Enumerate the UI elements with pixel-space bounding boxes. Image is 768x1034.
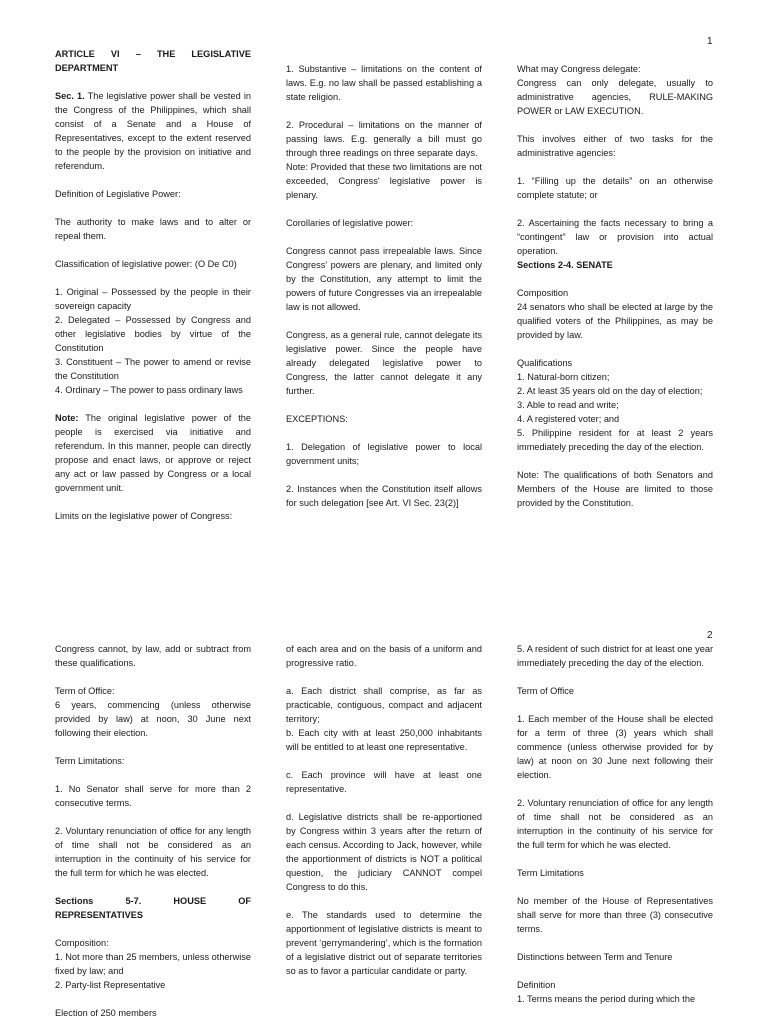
paragraph: Note: Provided that these two limitations are not exceeded, Congress' legislative power is plenary. xyxy=(286,162,482,200)
paragraph: 1. Delegation of legislative power to local government units; xyxy=(286,442,482,466)
paragraph: Classification of legislative power: (O De C0) xyxy=(55,259,237,269)
page-number: 1 xyxy=(707,36,713,47)
paragraph: Congress can only delegate, usually to administrative agencies, RULE-MAKING POWER or LAW EXECUTION. xyxy=(517,78,713,116)
paragraph: 5. Philippine resident for at least 2 years immediately preceding the day of the election. xyxy=(517,428,713,452)
paragraph: d. Legislative districts shall be re-apportioned by Congress within 3 years after the return of each census. According to Jack, however, while the apportionment of districts is NOT a political question, the judiciary CANNOT compel Congress to do this. xyxy=(286,812,482,892)
paragraph: 2. Voluntary renunciation of office for any length of time shall not be considered as an interruption in the continuity of his service for the full term for which he was elected. xyxy=(55,826,251,878)
column-1 xyxy=(55,642,251,1034)
paragraph: 2. Party-list Representative xyxy=(55,980,166,990)
paragraph: EXCEPTIONS: xyxy=(286,414,348,424)
paragraph: 1. Substantive – limitations on the content of laws. E.g. no law shall be passed establishing a state religion. xyxy=(286,64,482,102)
column-2 xyxy=(286,642,482,992)
paragraph: 2. Procedural – limitations on the manner of passing laws. E.g. generally a bill must go through three readings on three separate days. xyxy=(286,120,482,158)
paragraph: Congress cannot, by law, add or subtract from these qualifications. xyxy=(55,644,251,668)
paragraph: 3. Constituent – The power to amend or revise the Constitution xyxy=(55,357,251,381)
paragraph: 1. “Filling up the details” on an otherwise complete statute; or xyxy=(517,176,713,200)
paragraph: Qualifications xyxy=(517,358,573,368)
paragraph: 3. Able to read and write; xyxy=(517,400,619,410)
paragraph: Definition xyxy=(517,980,556,990)
bold-lead: Sec. 1. xyxy=(55,91,85,101)
paragraph: Note: The original legislative power of the people is exercised via initiative and referendum. In this manner, people can directly propose and enact laws, or approve or reject any act or law passed by Congress or a local government unit. xyxy=(55,413,251,493)
paragraph: Term Limitations: xyxy=(55,756,125,766)
paragraph: c. Each province will have at least one representative. xyxy=(286,770,482,794)
paragraph: Term of Office: xyxy=(55,686,115,696)
paragraph: What may Congress delegate: xyxy=(517,64,641,74)
paragraph: Term Limitations xyxy=(517,868,584,878)
paragraph: Corollaries of legislative power: xyxy=(286,218,414,228)
section-heading: ARTICLE VI – THE LEGISLATIVE DEPARTMENT xyxy=(55,49,251,73)
paragraph: 1. Not more than 25 members, unless otherwise fixed by law; and xyxy=(55,952,251,976)
paragraph: Congress cannot pass irrepealable laws. Since Congress' powers are plenary, and limited only by the Constitution, any attempt to limit the powers of future Congresses via an irrepealable law is not allowed. xyxy=(286,246,482,312)
column-3 xyxy=(517,62,713,524)
column-3 xyxy=(517,642,713,1020)
paragraph: 1. Each member of the House shall be elected for a term of three (3) years which shall commence (unless otherwise provided for by law) at noon on 30 June next following their election. xyxy=(517,714,713,780)
paragraph: e. The standards used to determine the apportionment of legislative districts is meant to prevent ‘gerrymandering’, which is the formation of a legislative district out of separate territories so as to favor a particular candidate or party. xyxy=(286,910,482,976)
paragraph: Composition xyxy=(517,288,569,298)
paragraph: Election of 250 members xyxy=(55,1008,157,1018)
paragraph: No member of the House of Representatives shall serve for more than three (3) consecutive terms. xyxy=(517,896,713,934)
paragraph: 2. Ascertaining the facts necessary to bring a “contingent” law or provision into actual operation. xyxy=(517,218,713,256)
paragraph: 1. No Senator shall serve for more than 2 consecutive terms. xyxy=(55,784,251,808)
section-heading: Sections 2-4. SENATE xyxy=(517,260,613,270)
column-2 xyxy=(286,62,482,524)
paragraph: 2. Voluntary renunciation of office for any length of time shall not be considered as an interruption in the continuity of his service for the full term for which he was elected. xyxy=(517,798,713,850)
paragraph: a. Each district shall comprise, as far as practicable, contiguous, compact and adjacent territory; xyxy=(286,686,482,724)
paragraph: 4. Ordinary – The power to pass ordinary laws xyxy=(55,385,243,395)
paragraph: 6 years, commencing (unless otherwise provided by law) at noon, 30 June next following their election. xyxy=(55,700,251,738)
paragraph: 2. Delegated – Possessed by Congress and other legislative bodies by virtue of the Constitution xyxy=(55,315,251,353)
column-1 xyxy=(55,47,251,537)
paragraph: of each area and on the basis of a uniform and progressive ratio. xyxy=(286,644,482,668)
paragraph: The authority to make laws and to alter or repeal them. xyxy=(55,217,251,241)
paragraph: 2. Instances when the Constitution itself allows for such delegation [see Art. VI Sec. 23(2)] xyxy=(286,484,482,508)
paragraph: Composition: xyxy=(55,938,109,948)
paragraph: 1. Terms means the period during which the xyxy=(517,994,696,1004)
paragraph: This involves either of two tasks for the administrative agencies: xyxy=(517,134,713,158)
paragraph: 1. Natural-born citizen; xyxy=(517,372,610,382)
paragraph: 4. A registered voter; and xyxy=(517,414,620,424)
paragraph: Sec. 1. The legislative power shall be vested in the Congress of the Philippines, which shall consist of a Senate and a House of Representatives, except to the extent reserved to the people by the provision on initiative and referendum. xyxy=(55,91,251,171)
paragraph: Congress, as a general rule, cannot delegate its legislative power. Since the people have already delegated legislative power to Congress, the latter cannot delegate it any further. xyxy=(286,330,482,396)
paragraph: 5. A resident of such district for at least one year immediately preceding the day of the election. xyxy=(517,644,713,668)
paragraph: 2. At least 35 years old on the day of election; xyxy=(517,386,703,396)
paragraph: Distinctions between Term and Tenure xyxy=(517,952,673,962)
paragraph: 1. Original – Possessed by the people in their sovereign capacity xyxy=(55,287,251,311)
paragraph: 24 senators who shall be elected at large by the qualified voters of the Philippines, as may be provided by law. xyxy=(517,302,713,340)
paragraph: Definition of Legislative Power: xyxy=(55,189,181,199)
section-heading: Sections 5-7. HOUSE OF REPRESENTATIVES xyxy=(55,896,251,920)
paragraph: b. Each city with at least 250,000 inhabitants will be entitled to at least one representative. xyxy=(286,728,482,752)
bold-lead: Note: xyxy=(55,413,79,423)
paragraph: Note: The qualifications of both Senators and Members of the House are limited to those provided by the Constitution. xyxy=(517,470,713,508)
paragraph: Limits on the legislative power of Congress: xyxy=(55,511,233,521)
page-number: 2 xyxy=(707,630,713,641)
paragraph: Term of Office xyxy=(517,686,575,696)
